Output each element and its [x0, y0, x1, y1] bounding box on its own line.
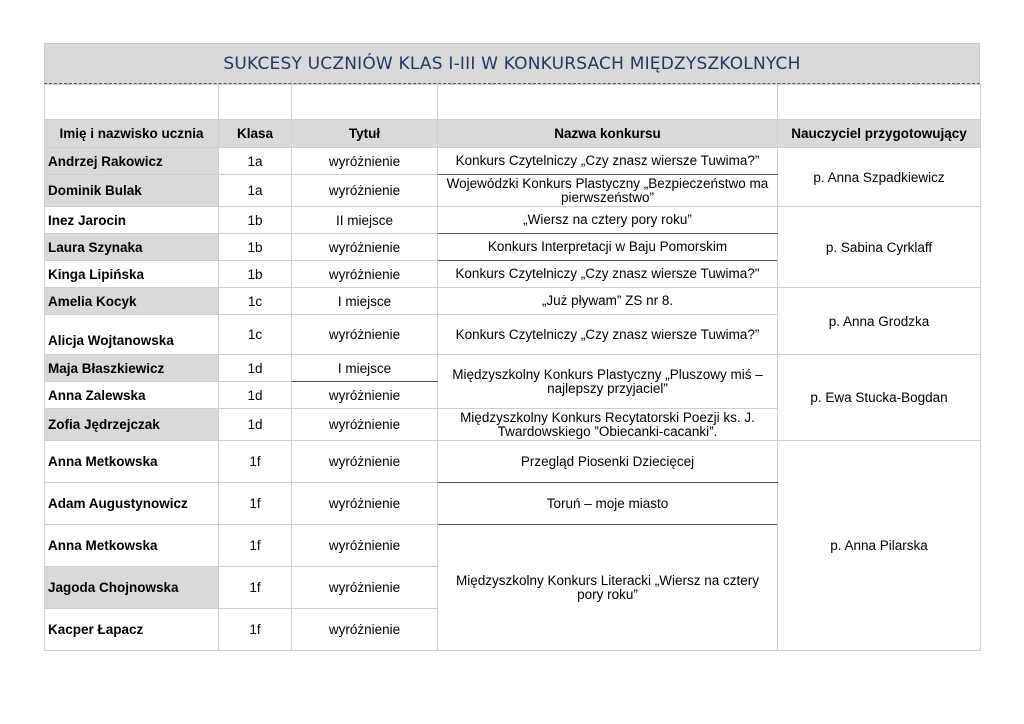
table-row: [45, 441, 981, 483]
student-tytul: I miejsce: [292, 355, 438, 382]
teacher-name: p. Anna Pilarska: [778, 441, 981, 651]
table-row: [45, 207, 981, 234]
student-tytul: wyróżnienie: [292, 441, 438, 483]
header-nauczyciel: Nauczyciel przygotowujący: [778, 120, 981, 148]
student-klasa: 1f: [219, 609, 292, 651]
results-document: [44, 43, 980, 651]
student-name: Anna Zalewska: [45, 382, 219, 409]
student-klasa: 1a: [219, 175, 292, 207]
student-tytul: wyróżnienie: [292, 315, 438, 355]
konkurs-name: Konkurs Interpretacji w Baju Pomorskim: [438, 234, 778, 261]
teacher-name: p. Anna Szpadkiewicz: [778, 148, 981, 207]
student-klasa: 1b: [219, 207, 292, 234]
student-tytul: wyróżnienie: [292, 525, 438, 567]
konkurs-name: Wojewódzki Konkurs Plastyczny „Bezpieczeństwo ma pierwszeństwo”: [438, 175, 778, 207]
student-name: Zofia Jędrzejczak: [45, 409, 219, 441]
konkurs-name: Konkurs Czytelniczy „Czy znasz wiersze Tuwima?”: [438, 315, 778, 355]
konkurs-name: Przegląd Piosenki Dziecięcej: [438, 441, 778, 483]
konkurs-name: Toruń – moje miasto: [438, 483, 778, 525]
student-klasa: 1f: [219, 483, 292, 525]
student-tytul: wyróżnienie: [292, 148, 438, 175]
student-name: Maja Błaszkiewicz: [45, 355, 219, 382]
konkurs-name: Międzyszkolny Konkurs Recytatorski Poezji ks. J. Twardowskiego ”Obiecanki-cacanki”.: [438, 409, 778, 441]
student-name: Laura Szynaka: [45, 234, 219, 261]
student-klasa: 1d: [219, 382, 292, 409]
student-klasa: 1d: [219, 409, 292, 441]
student-klasa: 1c: [219, 315, 292, 355]
student-name: Amelia Kocyk: [45, 288, 219, 315]
header-row: [45, 120, 981, 148]
student-tytul: II miejsce: [292, 207, 438, 234]
student-name: Jagoda Chojnowska: [45, 567, 219, 609]
teacher-name: p. Anna Grodzka: [778, 288, 981, 355]
table-row: [45, 148, 981, 175]
konkurs-name: Konkurs Czytelniczy „Czy znasz wiersze Tuwima?”: [438, 148, 778, 175]
student-tytul: wyróżnienie: [292, 175, 438, 207]
student-tytul: wyróżnienie: [292, 409, 438, 441]
student-name: Alicja Wojtanowska: [45, 315, 219, 355]
student-tytul: wyróżnienie: [292, 609, 438, 651]
document-title: SUKCESY UCZNIÓW KLAS I-III W KONKURSACH MIĘDZYSZKOLNYCH: [44, 43, 980, 84]
konkurs-name: Konkurs Czytelniczy „Czy znasz wiersze Tuwima?": [438, 261, 778, 288]
konkurs-name: Międzyszkolny Konkurs Literacki „Wiersz na cztery pory roku”: [438, 525, 778, 651]
student-name: Kinga Lipińska: [45, 261, 219, 288]
student-klasa: 1f: [219, 525, 292, 567]
student-tytul: wyróżnienie: [292, 382, 438, 409]
header-konkurs: Nazwa konkursu: [438, 120, 778, 148]
student-tytul: wyróżnienie: [292, 234, 438, 261]
teacher-name: p. Ewa Stucka-Bogdan: [778, 355, 981, 441]
header-klasa: Klasa: [219, 120, 292, 148]
student-tytul: wyróżnienie: [292, 483, 438, 525]
header-tytul: Tytuł: [292, 120, 438, 148]
spacer-row: [45, 85, 981, 120]
student-name: Andrzej Rakowicz: [45, 148, 219, 175]
student-name: Inez Jarocin: [45, 207, 219, 234]
student-tytul: wyróżnienie: [292, 567, 438, 609]
student-tytul: wyróżnienie: [292, 261, 438, 288]
student-klasa: 1c: [219, 288, 292, 315]
results-table: [44, 84, 981, 651]
student-klasa: 1f: [219, 441, 292, 483]
student-klasa: 1b: [219, 261, 292, 288]
konkurs-name: „Wiersz na cztery pory roku”: [438, 207, 778, 234]
table-row: [45, 355, 981, 382]
student-name: Adam Augustynowicz: [45, 483, 219, 525]
student-tytul: I miejsce: [292, 288, 438, 315]
student-klasa: 1b: [219, 234, 292, 261]
student-name: Kacper Łapacz: [45, 609, 219, 651]
konkurs-name: Międzyszkolny Konkurs Plastyczny „Pluszowy miś – najlepszy przyjaciel”: [438, 355, 778, 409]
header-name: Imię i nazwisko ucznia: [45, 120, 219, 148]
konkurs-name: „Już pływam” ZS nr 8.: [438, 288, 778, 315]
student-klasa: 1a: [219, 148, 292, 175]
teacher-name: p. Sabina Cyrklaff: [778, 207, 981, 288]
student-name: Dominik Bulak: [45, 175, 219, 207]
student-name: Anna Metkowska: [45, 525, 219, 567]
student-klasa: 1f: [219, 567, 292, 609]
student-klasa: 1d: [219, 355, 292, 382]
table-row: [45, 288, 981, 315]
student-name: Anna Metkowska: [45, 441, 219, 483]
